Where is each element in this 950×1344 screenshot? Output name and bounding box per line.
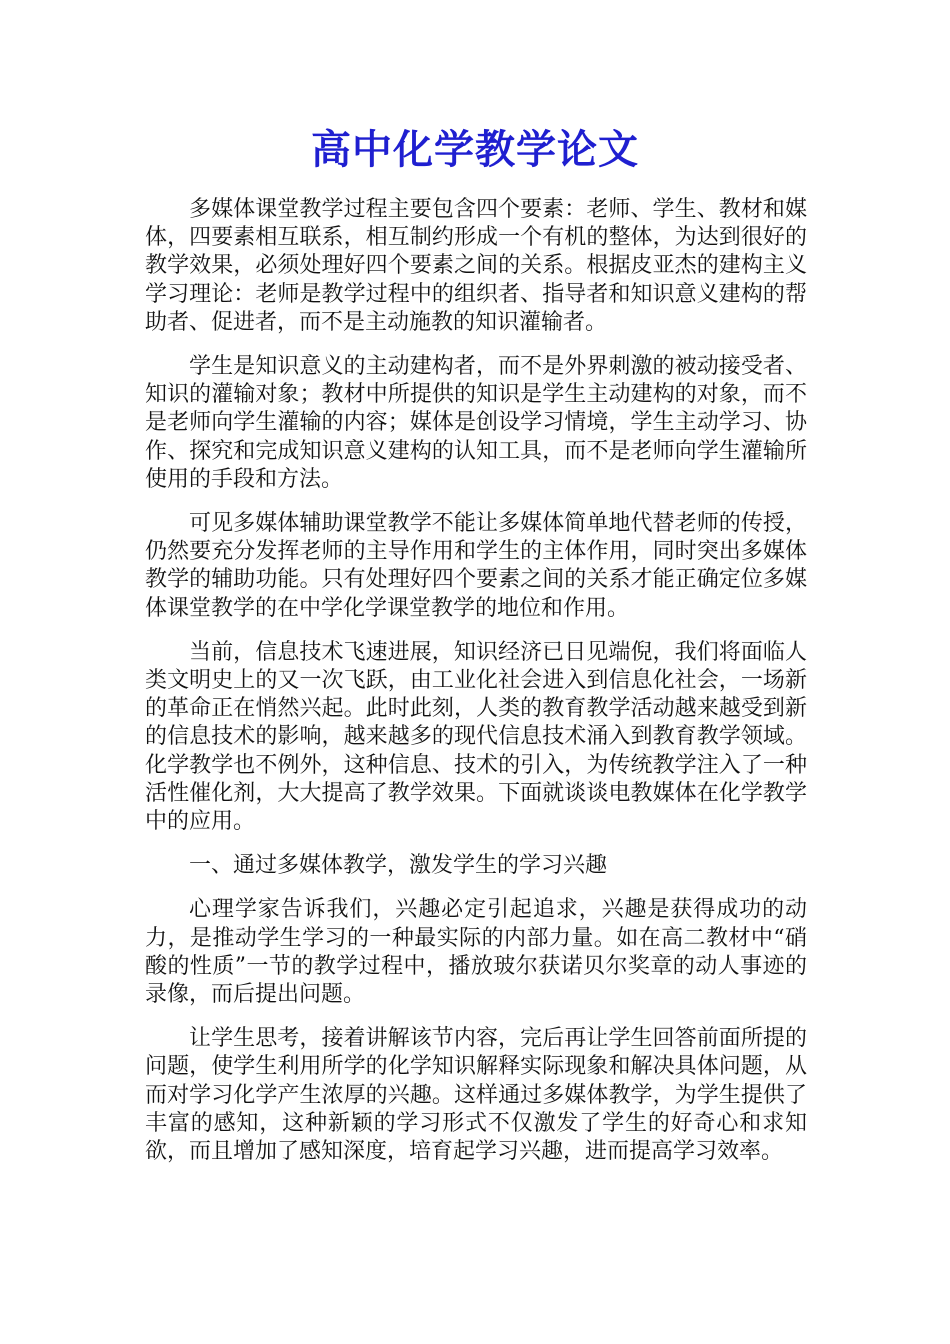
document-body: [145, 196, 807, 1182]
paragraph-1: 多媒体课堂教学过程主要包含四个要素：老师、学生、教材和媒体，四要素相互联系，相互制约形成一个有机的整体，为达到很好的教学效果，必须处理好四个要素之间的关系。根据皮亚杰的建构主义学习理论：老师是教学过程中的组织者、指导者和知识意义建构的帮助者、促进者，而不是主动施教的知识灌输者。: [145, 197, 807, 335]
paragraph-6: 让学生思考，接着讲解该节内容，完后再让学生回答前面所提的问题，使学生利用所学的化学知识解释实际现象和解决具体问题，从而对学习化学产生浓厚的兴趣。这样通过多媒体教学，为学生提供了丰富的感知，这种新颖的学习形式不仅激发了学生的好奇心和求知欲，而且增加了感知深度，培育起学习兴趣，进而提高学习效率。: [145, 1026, 807, 1165]
paragraph-4: 当前，信息技术飞速进展，知识经济已日见端倪，我们将面临人类文明史上的又一次飞跃，由工业化社会进入到信息化社会，一场新的革命正在悄然兴起。此时此刻，人类的教育教学活动越来越受到新的信息技术的影响，越来越多的现代信息技术涌入到教育教学领域。化学教学也不例外，这种信息、技术的引入，为传统教学注入了一种活性催化剂，大大提高了教学效果。下面就谈谈电教媒体在化学教学中的应用。: [145, 639, 807, 835]
document-title: 高中化学教学论文: [311, 126, 639, 173]
paragraph-5: 心理学家告诉我们，兴趣必定引起追求，兴趣是获得成功的动力，是推动学生学习的一种最实际的内部力量。如在高二教材中“硝酸的性质”一节的教学过程中，播放玻尔获诺贝尔奖章的动人事迹的录像，而后提出问题。: [145, 897, 807, 1008]
paragraph-2: 学生是知识意义的主动建构者，而不是外界刺激的被动接受者、知识的灌输对象；教材中所提供的知识是学生主动建构的对象，而不是老师向学生灌输的内容；媒体是创设学习情境，学生主动学习、协作、探究和完成知识意义建构的认知工具，而不是老师向学生灌输所使用的手段和方法。: [145, 354, 807, 492]
paragraph-3: 可见多媒体辅助课堂教学不能让多媒体简单地代替老师的传授，仍然要充分发挥老师的主导作用和学生的主体作用，同时突出多媒体教学的辅助功能。只有处理好四个要素之间的关系才能正确定位多媒体课堂教学的在中学化学课堂教学的地位和作用。: [145, 511, 807, 621]
section-heading: 一、通过多媒体教学，激发学生的学习兴趣: [189, 853, 608, 879]
